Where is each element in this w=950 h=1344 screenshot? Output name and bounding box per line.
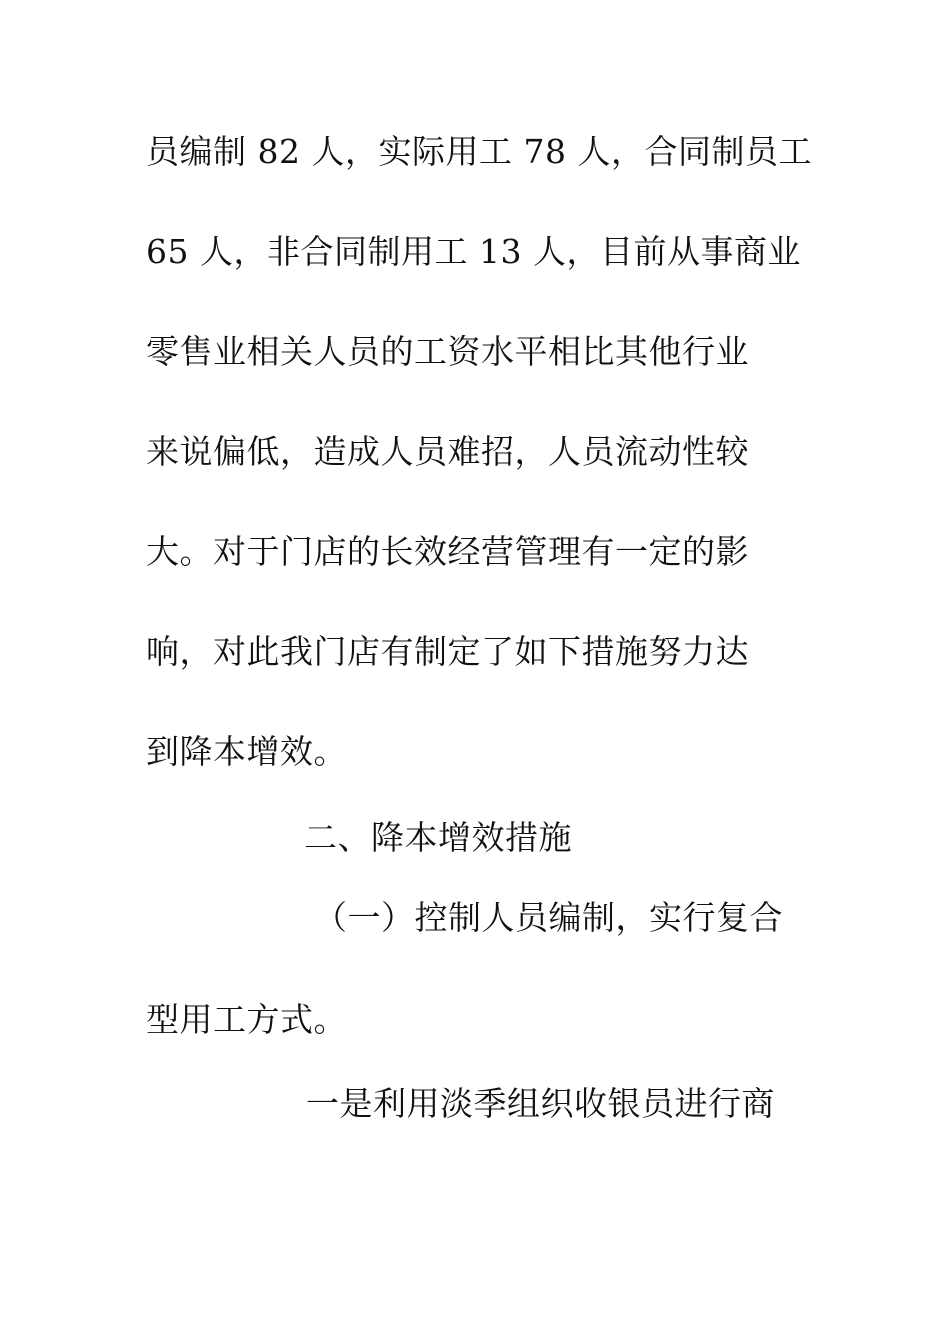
body-text-line: 员编制 82 人，实际用工 78 人，合同制员工 — [146, 132, 812, 171]
paragraph-first-line: 一是利用淡季组织收银员进行商 — [306, 1084, 775, 1123]
body-text-line: 零售业相关人员的工资水平相比其他行业 — [146, 332, 749, 371]
body-text-line: 大。对于门店的长效经营管理有一定的影 — [146, 532, 749, 571]
body-text-line: 65 人，非合同制用工 13 人，目前从事商业 — [146, 232, 801, 271]
body-text-line: 来说偏低，造成人员难招，人员流动性较 — [146, 432, 749, 471]
subsection-heading-line: （一）控制人员编制，实行复合 — [314, 898, 783, 937]
subsection-heading-line: 型用工方式。 — [146, 1000, 347, 1039]
section-heading: 二、降本增效措施 — [304, 818, 572, 857]
body-text-line: 响，对此我门店有制定了如下措施努力达 — [146, 632, 749, 671]
body-text-line: 到降本增效。 — [146, 732, 347, 771]
